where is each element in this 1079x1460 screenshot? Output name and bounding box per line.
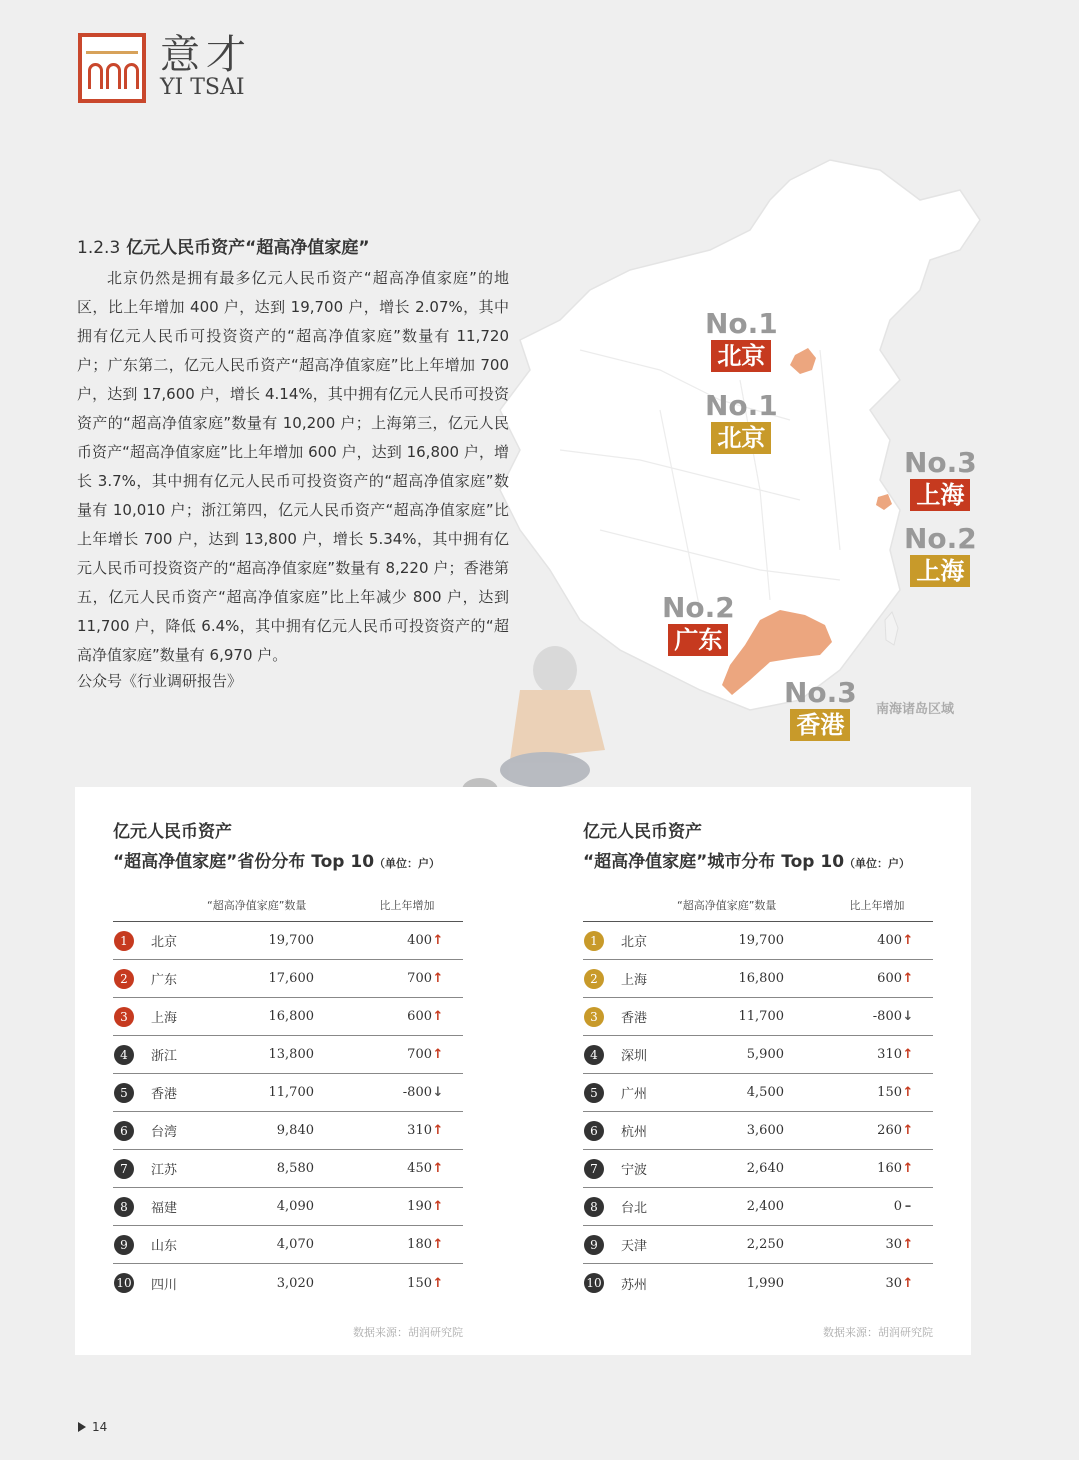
change-value: 30 [885,1237,902,1252]
change-cell [784,1237,914,1252]
region-name: 宁波 [621,1163,648,1178]
change-value: 160 [877,1161,902,1176]
rank-badge: 6 [584,1121,604,1141]
table-row [113,998,463,1036]
household-count: 17,600 [268,971,314,986]
change-value: 400 [877,933,902,948]
change-cell [314,1009,444,1024]
region-name: 香港 [621,1011,648,1026]
arrow-up-icon: ↑ [432,1123,444,1138]
china-map [460,150,1060,790]
change-value: 450 [407,1161,432,1176]
region-name: 山东 [151,1239,178,1254]
section-title: 亿元人民币资产“超高净值家庭” [126,238,370,258]
table-title: 亿元人民币资产 “超高净值家庭”城市分布 Top 10（单位：户） [583,822,911,872]
household-count: 4,500 [746,1085,784,1100]
household-count: 5,900 [746,1047,784,1062]
change-value: 260 [877,1123,902,1138]
table-row [583,1150,933,1188]
arrow-up-icon: ↑ [902,1275,914,1291]
table-body [583,922,933,1302]
table-row [583,1264,933,1302]
region-name: 福建 [151,1201,178,1216]
section-number: 1.2.3 [77,238,121,258]
region-name: 台湾 [151,1125,178,1140]
change-cell [314,1199,444,1214]
household-count: 4,070 [276,1237,314,1252]
region-name: 香港 [151,1087,178,1102]
change-cell [314,1123,444,1138]
region-name: 上海 [621,973,648,988]
change-value: 180 [407,1237,432,1252]
rank-badge: 5 [114,1083,134,1103]
region-name: 深圳 [621,1049,648,1064]
region-name: 上海 [151,1011,178,1026]
city-table [583,817,933,1339]
change-cell [314,1085,444,1100]
household-count: 19,700 [738,933,784,948]
change-cell [314,971,444,986]
change-value: 190 [407,1199,432,1214]
change-value: 30 [885,1275,902,1291]
region-name: 广州 [621,1087,648,1102]
arrow-up-icon: ↑ [432,1199,444,1214]
table-row [583,1036,933,1074]
region-name: 北京 [621,935,648,950]
table-row [583,1188,933,1226]
table-title: 亿元人民币资产 “超高净值家庭”省份分布 Top 10（单位：户） [113,822,441,872]
arrow-up-icon: ↑ [432,1009,444,1024]
tables-panel [75,787,971,1355]
change-cell [314,1161,444,1176]
table-source: 数据来源：胡润研究院 [353,1326,463,1339]
rank-badge: 2 [114,969,134,989]
household-count: 3,020 [276,1275,314,1291]
brand-name-cn: 意才 [160,32,252,78]
change-value: 150 [877,1085,902,1100]
household-count: 11,700 [738,1009,784,1024]
map-label-shanghai-gold: No.2 上海 [904,522,977,585]
arrow-down-icon: ↓ [432,1085,444,1100]
table-row [583,998,933,1036]
rank-badge: 2 [584,969,604,989]
change-cell [314,1047,444,1062]
rank-badge: 3 [584,1007,604,1027]
change-value: 400 [407,933,432,948]
rank-badge: 1 [584,931,604,951]
change-value: 700 [407,971,432,986]
rank-badge: 10 [584,1273,604,1293]
page-footer [78,1420,107,1434]
page-number: 14 [92,1420,108,1434]
arrow-up-icon: ↑ [432,1237,444,1252]
change-cell [784,1276,914,1291]
household-count: 11,700 [268,1085,314,1100]
table-header [113,897,463,922]
arrow-up-icon: ↑ [902,1047,914,1062]
brand-name-en: YI TSAI [160,75,245,100]
section-heading [77,233,509,258]
arrow-up-icon: ↑ [432,933,444,948]
change-value: 310 [877,1047,902,1062]
arrow-up-icon: ↑ [902,1085,914,1100]
map-label-shanghai-red: No.3 上海 [904,446,977,509]
table-source: 数据来源：胡润研究院 [823,1326,933,1339]
change-value: 600 [407,1009,432,1024]
arrow-up-icon: ↑ [902,1123,914,1138]
table-row [113,1188,463,1226]
arrow-up-icon: ↑ [432,1275,444,1291]
rank-badge: 6 [114,1121,134,1141]
change-value: 700 [407,1047,432,1062]
change-value: 0 [893,1199,902,1214]
table-row [113,1112,463,1150]
change-cell [784,971,914,986]
rank-badge: 5 [584,1083,604,1103]
region-name: 江苏 [151,1163,178,1178]
article-source: 公众号《行业调研报告》 [77,672,243,690]
change-value: 600 [877,971,902,986]
rank-badge: 7 [114,1159,134,1179]
arrow-up-icon: ↑ [432,1161,444,1176]
table-body [113,922,463,1302]
household-count: 1,990 [746,1275,784,1291]
change-cell [784,1161,914,1176]
region-name: 广东 [151,973,178,988]
change-cell [784,1009,914,1024]
arrow-up-icon: ↑ [432,1047,444,1062]
column-header-change: 比上年增加 [379,899,435,912]
change-value: -800 [402,1085,432,1100]
rank-badge: 1 [114,931,134,951]
map-label-beijing-gold: No.1 北京 [705,389,778,452]
rank-badge: 8 [584,1197,604,1217]
table-row [583,960,933,998]
table-row [113,960,463,998]
brand-logo [78,33,252,103]
region-name: 北京 [151,935,178,950]
household-count: 2,640 [746,1161,784,1176]
change-value: -800 [872,1009,902,1024]
change-cell [314,1237,444,1252]
household-count: 9,840 [276,1123,314,1138]
column-header-count: “超高净值家庭”数量 [207,899,307,912]
household-count: 13,800 [268,1047,314,1062]
table-header [583,897,933,922]
region-name: 四川 [151,1277,178,1293]
column-header-change: 比上年增加 [849,899,905,912]
household-count: 4,090 [276,1199,314,1214]
map-label-guangdong-red: No.2 广东 [662,591,735,654]
change-cell [784,1199,914,1214]
article [77,233,509,692]
rank-badge: 3 [114,1007,134,1027]
map-label-beijing-red: No.1 北京 [705,307,778,370]
south-china-sea-label: 南海诸岛区域 [876,702,955,717]
table-row [583,1074,933,1112]
table-row [113,1036,463,1074]
play-triangle-icon [78,1422,86,1432]
change-cell [784,1123,914,1138]
household-count: 3,600 [746,1123,784,1138]
rank-badge: 4 [114,1045,134,1065]
change-cell [784,1085,914,1100]
household-count: 16,800 [268,1009,314,1024]
region-name: 苏州 [621,1277,648,1293]
table-row [113,1074,463,1112]
household-count: 16,800 [738,971,784,986]
household-count: 8,580 [276,1161,314,1176]
table-row [113,1264,463,1302]
rank-badge: 4 [584,1045,604,1065]
region-name: 台北 [621,1201,648,1216]
change-value: 310 [407,1123,432,1138]
table-row [113,1150,463,1188]
household-count: 2,400 [746,1199,784,1214]
table-row [113,922,463,960]
region-name: 杭州 [621,1125,648,1140]
rank-badge: 10 [114,1273,134,1293]
rank-badge: 7 [584,1159,604,1179]
change-cell [314,1276,444,1291]
arrow-down-icon: ↓ [902,1009,914,1024]
arrow-up-icon: ↑ [432,971,444,986]
arrow-up-icon: ↑ [902,1161,914,1176]
arrow-up-icon: ↑ [902,933,914,948]
household-count: 2,250 [746,1237,784,1252]
arrow-up-icon: ↑ [902,1237,914,1252]
household-count: 19,700 [268,933,314,948]
map-label-hongkong-gold: No.3 香港 [784,676,857,739]
region-name: 浙江 [151,1049,178,1064]
rank-badge: 8 [114,1197,134,1217]
table-row [583,1112,933,1150]
change-cell [784,933,914,948]
region-name: 天津 [621,1239,648,1254]
arrow-up-icon: ↑ [902,971,914,986]
logo-mark [78,33,146,103]
province-table [113,817,463,1339]
column-header-count: “超高净值家庭”数量 [677,899,777,912]
table-row [583,922,933,960]
rank-badge: 9 [114,1235,134,1255]
rank-badge: 9 [584,1235,604,1255]
change-cell [314,933,444,948]
table-row [113,1226,463,1264]
change-value: 150 [407,1275,432,1291]
table-row [583,1226,933,1264]
dash-icon: – [904,1199,912,1214]
change-cell [784,1047,914,1062]
article-body: 北京仍然是拥有最多亿元人民币资产“超高净值家庭”的地区，比上年增加 400 户，达到 19,700 户，增长 2.07%，其中拥有亿元人民币可投资资产的“超高净值家庭”数量有 11,720 户；广东第二，亿元人民币资产“超高净值家庭”比上年增加 700 户，达到 17,600 户，增长 4.14%，其中拥有亿元人民币可投资资产的“超高净值家庭”数量有 10,200 户；上海第三，亿元人民币资产“超高净值家庭”比上年增加 600 户，达到 16,800 户，增长 3.7%，其中拥有亿元人民币可投资资产的“超高净值家庭”数量有 10,010 户；浙江第四，亿元人民币资产“超高净值家庭”比上年增长 700 户，达到 13,800 户，增长 5.34%，其中拥有亿元人民币可投资资产的“超高净值家庭”数量有 8,220 户；香港第五，亿元人民币资产“超高净值家庭”比上年减少 800 户，达到 11,700 户，降低 6.4%，其中拥有亿元人民币可投资资产的“超高净值家庭”数量有 6,970 户。 [77,269,509,664]
